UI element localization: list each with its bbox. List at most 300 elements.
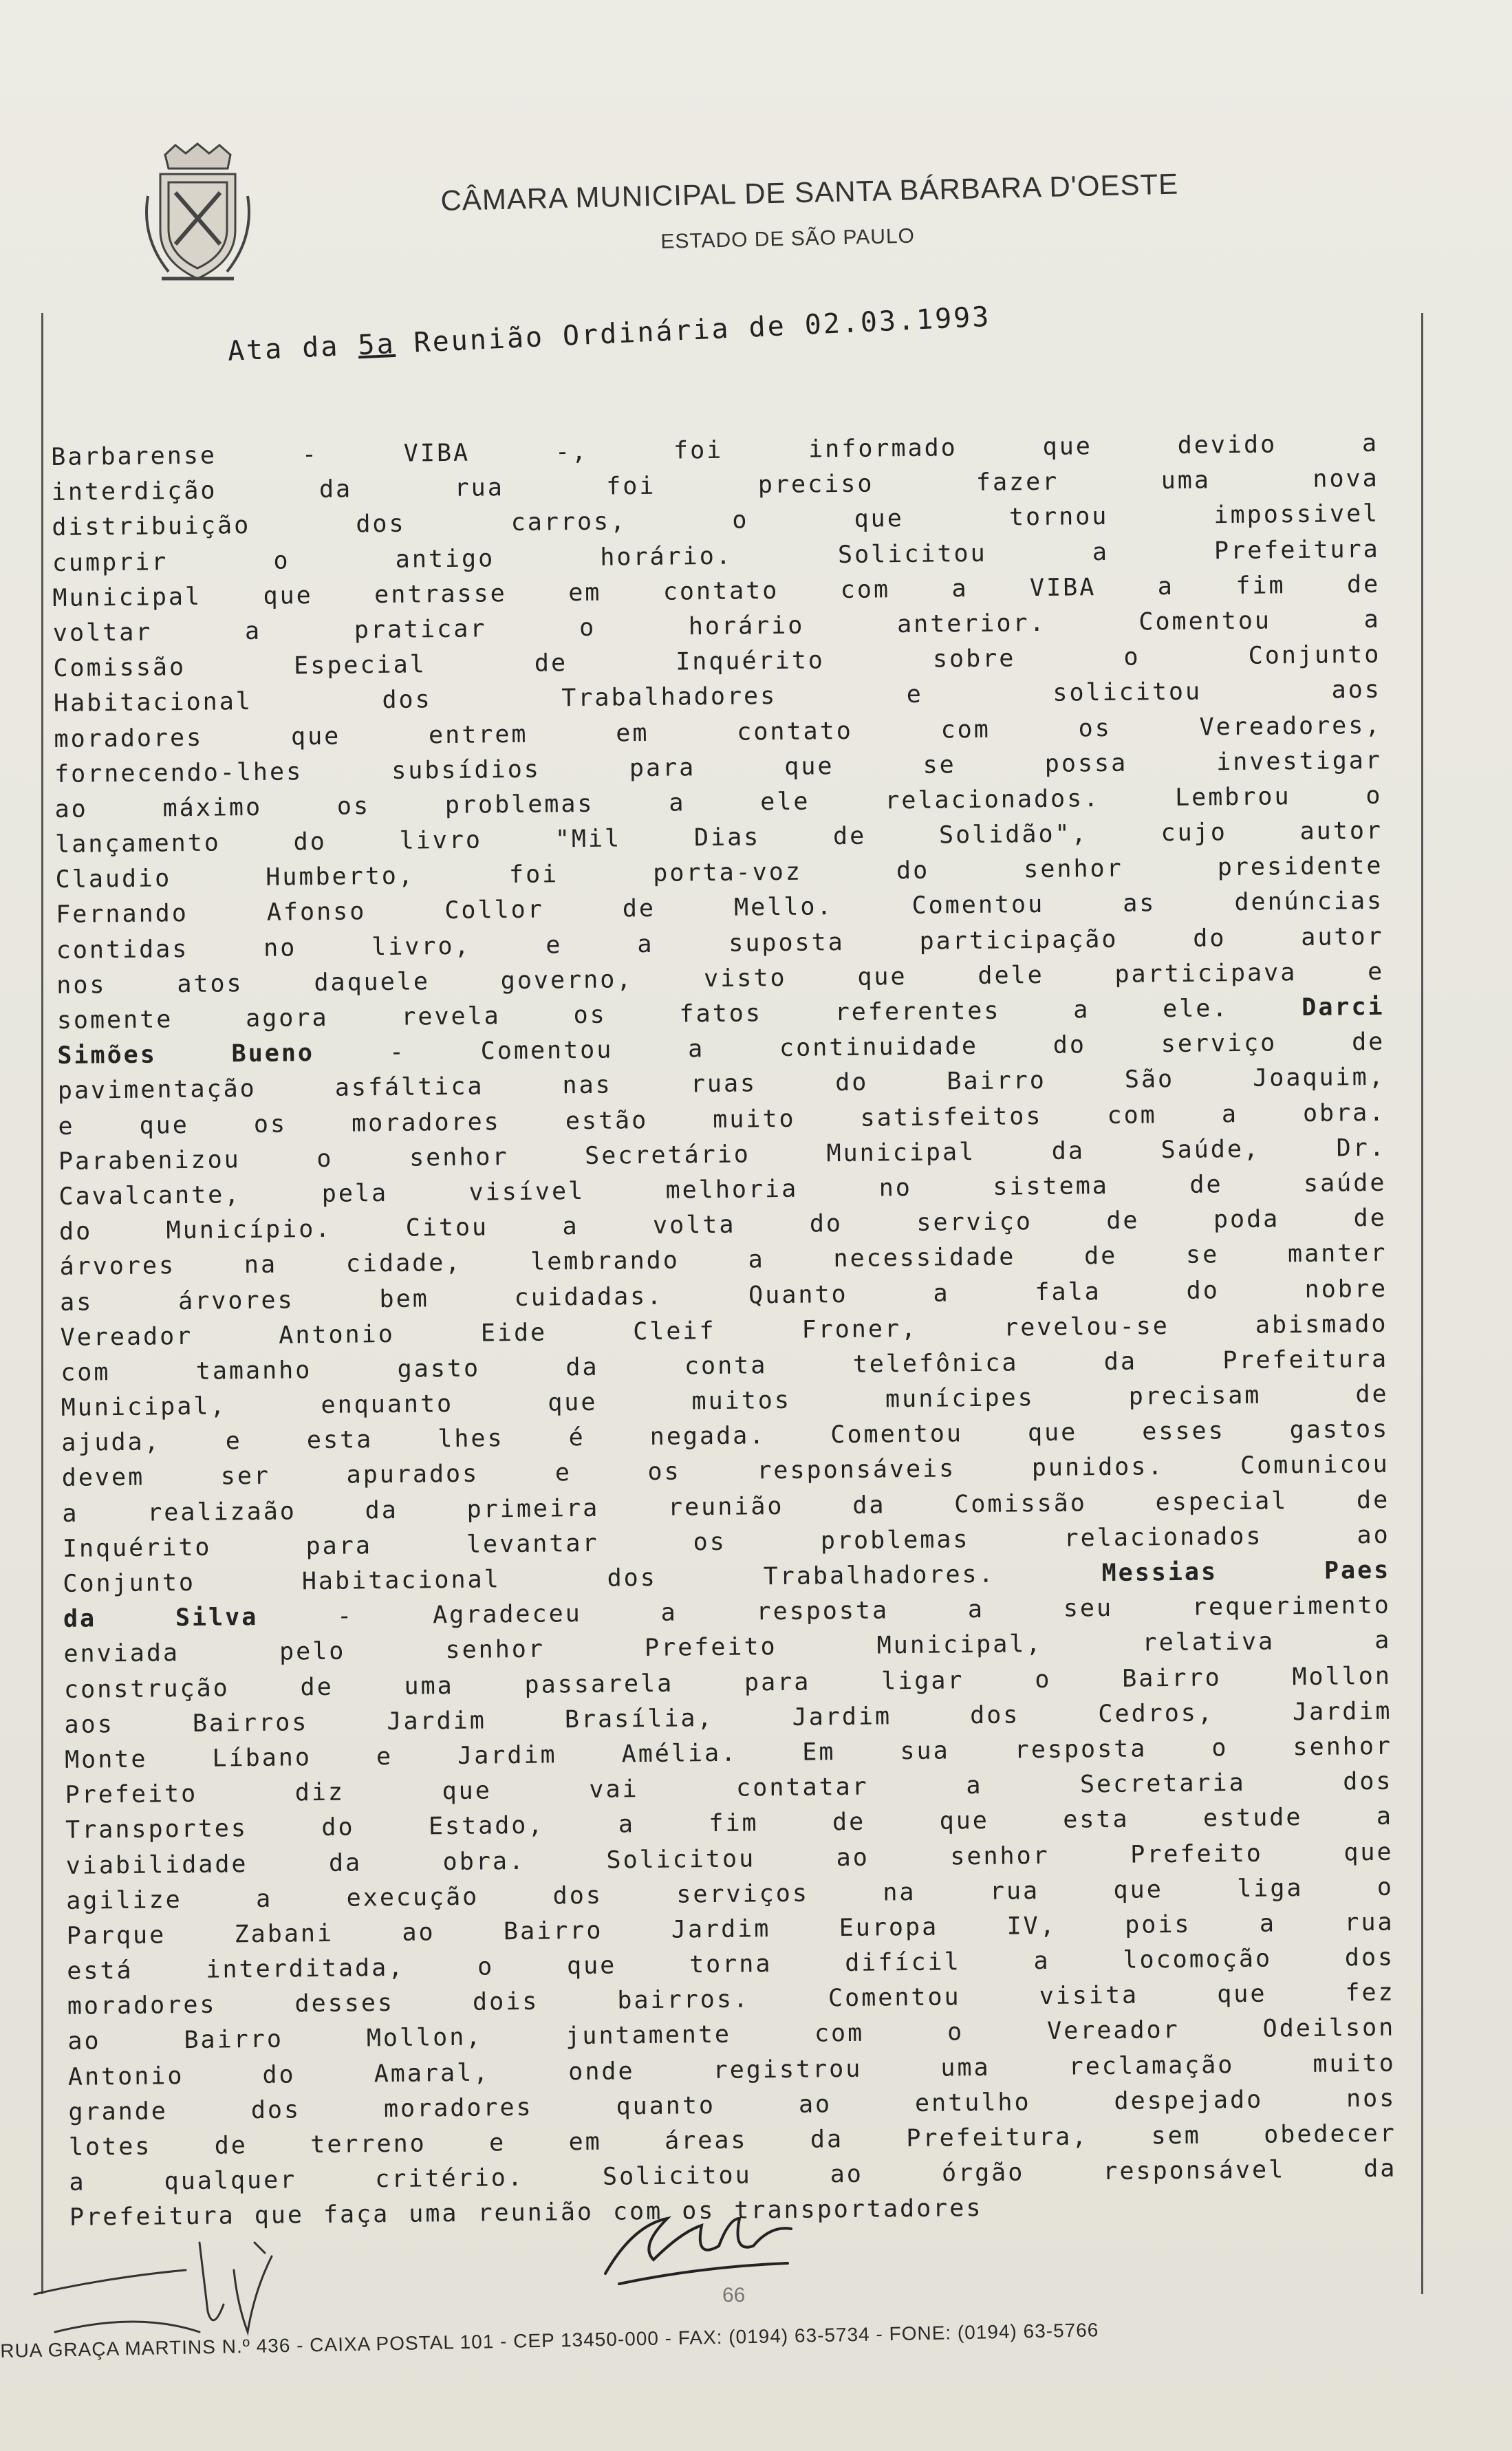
word: muito (713, 1105, 796, 1134)
word: de (622, 895, 656, 923)
word: dos (382, 686, 432, 715)
word: senhor (950, 1842, 1050, 1870)
word: de (1353, 1204, 1387, 1233)
word: Conjunto (1248, 640, 1381, 670)
word: antigo (395, 544, 495, 574)
word: nos (1346, 2084, 1396, 2113)
word: e (58, 1112, 75, 1141)
word: Solicitou (837, 539, 987, 569)
word: especial (1155, 1487, 1288, 1516)
word: Comentou (830, 1420, 964, 1449)
word: Saúde, (1160, 1135, 1261, 1164)
word: responsáveis (757, 1455, 956, 1485)
word: Transportes (65, 1815, 248, 1845)
word: de (1346, 570, 1381, 599)
word: "Mil (554, 825, 622, 854)
word: dos (250, 2096, 301, 2124)
word: Comentou (1138, 607, 1272, 636)
word: ele (760, 788, 810, 817)
word: terreno (310, 2130, 426, 2159)
word: viabilidade (65, 1850, 248, 1880)
word: Trabalhadores (561, 682, 777, 713)
word: contidas (56, 935, 189, 964)
word: Solidão", (938, 820, 1088, 850)
word: contatar (735, 1773, 869, 1802)
word: com (60, 1359, 111, 1387)
word: entrasse (374, 579, 507, 609)
word: da (328, 1848, 363, 1877)
word: Claudio (55, 865, 172, 894)
word: passarela (524, 1670, 674, 1699)
word: informado (808, 434, 958, 464)
word: devem (61, 1464, 145, 1493)
word: Eide (480, 1319, 548, 1348)
word: autor (1299, 817, 1383, 846)
word: nova (1313, 464, 1379, 493)
word: o (1376, 1873, 1394, 1901)
word: problemas (444, 790, 594, 819)
word: pela (321, 1179, 389, 1208)
word: ao (830, 2160, 864, 2189)
word: e (225, 1427, 243, 1456)
word: as (1123, 889, 1156, 918)
word: que (566, 1952, 617, 1980)
word: que (854, 505, 905, 534)
word: serviços (676, 1879, 810, 1909)
word: - (301, 440, 319, 469)
word: - (389, 1038, 407, 1067)
minutes-session-number: 5a (357, 327, 396, 362)
word: telefônica (852, 1349, 1019, 1379)
word: com (814, 2020, 865, 2048)
word: que (939, 1807, 990, 1835)
word: da (565, 1353, 599, 1382)
word: a (933, 1279, 950, 1308)
word: na (244, 1251, 278, 1280)
word: uma (404, 1672, 454, 1700)
word: do (1052, 1031, 1087, 1059)
word: visível (468, 1177, 585, 1207)
word: a (62, 1500, 79, 1528)
word: ser (220, 1462, 271, 1491)
word: São (1124, 1066, 1175, 1094)
word: Mollon, (366, 2023, 483, 2053)
word: que (784, 752, 834, 781)
word: o (1365, 781, 1383, 810)
word: da (63, 1605, 97, 1634)
word: Cedros, (1098, 1699, 1215, 1728)
word: Barbarense (51, 442, 217, 471)
word: do (262, 2061, 296, 2089)
word: e (1367, 958, 1385, 986)
word: lhes (438, 1425, 504, 1454)
word: e (554, 1459, 572, 1487)
page-number: 66 (722, 2284, 746, 2307)
word: Trabalhadores. (763, 1560, 995, 1591)
institution-name: CÂMARA MUNICIPAL DE SANTA BÁRBARA D'OESTE (440, 167, 1179, 217)
word: anterior. (896, 609, 1046, 639)
word: requerimento (1191, 1591, 1392, 1621)
word: se (922, 751, 956, 779)
word: da (1051, 1137, 1086, 1165)
word: fatos (679, 1000, 763, 1028)
word: que (254, 2201, 305, 2230)
word: Secretário (584, 1141, 751, 1170)
word: Municipal, (876, 1630, 1043, 1660)
word: de (534, 649, 568, 678)
word: Odeilson (1262, 2014, 1396, 2044)
word: quanto (616, 2091, 716, 2121)
word: o (273, 546, 290, 575)
word: Amaral, (374, 2059, 490, 2088)
word: construção (63, 1674, 230, 1704)
word: Silva (175, 1604, 259, 1632)
word: ele. (1162, 995, 1229, 1024)
word: da (318, 475, 353, 504)
word: no (263, 933, 297, 962)
word: impossivel (1213, 500, 1380, 530)
word: a (669, 789, 686, 817)
word: Vereador (1046, 2016, 1180, 2046)
word: os (693, 1528, 727, 1557)
word: Municipal (52, 583, 202, 612)
word: ao (798, 2091, 832, 2119)
word: munícipes (885, 1384, 1035, 1414)
word: saúde (1303, 1169, 1387, 1198)
word: órgão (941, 2159, 1025, 2188)
word: nobre (1304, 1275, 1388, 1304)
word: sua (900, 1737, 950, 1766)
word: vai (589, 1775, 639, 1804)
word: do (321, 1813, 355, 1842)
word: fala (1035, 1277, 1101, 1306)
word: e (546, 931, 563, 960)
word: gastos (1289, 1415, 1390, 1445)
word: torna (689, 1950, 773, 1979)
word: Bairro (1122, 1663, 1222, 1693)
word: a (244, 617, 262, 645)
word: que (1113, 1875, 1163, 1904)
word: na (883, 1878, 916, 1907)
word: execução (346, 1883, 479, 1912)
word: da (365, 1496, 399, 1524)
word: obra. (1302, 1099, 1386, 1127)
word: Brasília, (564, 1704, 714, 1734)
word: Lembrou (1174, 783, 1291, 812)
word: cidade, (345, 1249, 462, 1278)
word: Comentou (911, 891, 1045, 920)
word: necessidade (833, 1243, 1016, 1273)
word: de (832, 822, 867, 851)
word: pois (1124, 1910, 1191, 1939)
word: locomoção (1123, 1945, 1273, 1974)
word: juntamente (565, 2021, 732, 2051)
word: subsídios (391, 755, 541, 785)
word: relacionados. (885, 784, 1101, 815)
word: o (316, 1145, 334, 1173)
word: que (548, 1388, 598, 1417)
word: participação (919, 925, 1119, 955)
word: sobre (932, 645, 1016, 673)
word: gasto (397, 1354, 481, 1383)
word: cumprir (52, 548, 169, 577)
word: somente (56, 1006, 173, 1035)
word: interditada, (206, 1954, 405, 1984)
word: contato (737, 717, 853, 746)
word: de (1351, 1028, 1385, 1057)
word: abismado (1255, 1310, 1388, 1339)
word: resposta (756, 1597, 889, 1626)
word: revelou-se (1003, 1312, 1170, 1342)
word: Quanto (748, 1280, 848, 1309)
word: lançamento (54, 829, 222, 859)
word: Bairros (192, 1708, 309, 1738)
word: estude (1202, 1804, 1303, 1833)
word: Líbano (212, 1744, 312, 1773)
word: Inquérito (676, 647, 825, 676)
word: ao (402, 1919, 435, 1947)
word: Prefeitura, (906, 2123, 1089, 2153)
word: os (336, 792, 371, 821)
word: Especial (293, 651, 426, 680)
word: a (69, 2168, 86, 2197)
word: Solicitou (606, 1844, 756, 1875)
word: Bairro (503, 1916, 603, 1946)
word: fez (1345, 1978, 1395, 2007)
word: Humberto, (266, 862, 415, 892)
word: resposta (1014, 1735, 1147, 1764)
word: Prefeito (65, 1780, 198, 1810)
word: foi (508, 861, 559, 889)
word: a (660, 1599, 678, 1627)
word: Jardim (457, 1741, 557, 1770)
word: horário. (600, 542, 733, 572)
word: de (1355, 1380, 1389, 1409)
word: interdição (51, 477, 217, 507)
word: transportadores (734, 2194, 983, 2225)
word: o (947, 2018, 964, 2047)
word: ruas (690, 1070, 757, 1099)
word: em (568, 579, 602, 607)
word: muito (1313, 2049, 1396, 2078)
word: pavimentação (57, 1075, 257, 1105)
word: fim (709, 1809, 759, 1838)
word: de (214, 2132, 248, 2160)
word: rua (454, 474, 505, 503)
word: árvores (177, 1286, 294, 1315)
word: manter (1287, 1240, 1387, 1268)
word: asfáltica (334, 1072, 484, 1103)
word: os (253, 1110, 288, 1138)
word: Prefeito (644, 1633, 777, 1663)
word: Agradeceu (432, 1600, 582, 1630)
word: registrou (713, 2055, 863, 2084)
word: Antonio (67, 2062, 184, 2091)
word: dos (607, 1564, 658, 1592)
word: moradores (383, 2093, 533, 2123)
word: Antonio (279, 1320, 396, 1350)
word: daquele (314, 968, 431, 997)
word: o (477, 1953, 495, 1981)
word: a (1221, 1100, 1239, 1128)
word: devido (1177, 431, 1277, 460)
word: VIBA (403, 439, 471, 468)
word: serviço (916, 1208, 1033, 1238)
word: os (573, 1001, 607, 1030)
word: agora (245, 1004, 329, 1033)
word: Cleif (632, 1317, 716, 1346)
word: da (1363, 2155, 1397, 2183)
word: voltar (52, 618, 153, 647)
word: Habitacional (301, 1566, 501, 1596)
word: do (896, 856, 930, 885)
word: estão (565, 1106, 649, 1135)
word: sem (1151, 2121, 1202, 2150)
word: Comentou (480, 1036, 614, 1066)
word: cuidadas. (514, 1282, 664, 1312)
word: do (58, 1218, 93, 1246)
word: relacionados (1063, 1522, 1263, 1553)
word: e (488, 2129, 506, 2157)
word: o (732, 506, 749, 535)
word: Jardim (387, 1707, 487, 1736)
word: autor (1301, 922, 1384, 951)
word: com (1107, 1101, 1157, 1130)
word: a (618, 1811, 636, 1839)
word: Em (802, 1738, 836, 1767)
word: Vereador (60, 1322, 193, 1352)
word: obedecer (1263, 2119, 1396, 2149)
word: entulho (914, 2088, 1031, 2117)
word: de (300, 1673, 334, 1701)
word: difícil (845, 1948, 961, 1978)
word: a (1374, 1627, 1392, 1655)
word: a (1033, 1947, 1050, 1976)
word: dos (1343, 1767, 1393, 1796)
word: máximo (162, 793, 263, 823)
word: a (748, 1246, 765, 1274)
word: investigar (1216, 746, 1383, 776)
word: bairros. (617, 1985, 750, 2015)
word: que (442, 1777, 493, 1806)
word: ligar (881, 1666, 964, 1696)
word: livro, (371, 932, 471, 961)
word: o (1211, 1734, 1229, 1762)
word: rua (1344, 1908, 1394, 1937)
word: revela (401, 1002, 501, 1031)
word: fim (1235, 571, 1286, 600)
word: aos (64, 1710, 114, 1739)
word: senhor (1024, 854, 1123, 884)
word: relativa (1142, 1628, 1275, 1657)
word: é (568, 1424, 585, 1452)
word: problemas (820, 1525, 970, 1555)
word: enviada (63, 1639, 180, 1669)
minutes-title (227, 301, 991, 367)
word: qualquer (164, 2166, 297, 2196)
word: IV, (1006, 1912, 1057, 1941)
word: Bueno (231, 1039, 315, 1068)
word: Mollon (1292, 1662, 1392, 1691)
word: a (687, 1035, 705, 1063)
word: Paes (1324, 1556, 1391, 1585)
word: rua (989, 1877, 1040, 1905)
word: com (940, 715, 991, 744)
minutes-title-prefix: Ata da (227, 330, 359, 367)
word: Parque (66, 1921, 166, 1950)
word: que (1027, 1418, 1078, 1447)
word: Joaquim, (1253, 1063, 1385, 1093)
word: nas (562, 1071, 612, 1100)
word: reclamação (1068, 2051, 1235, 2081)
word: áreas (664, 2126, 748, 2155)
word: enquanto (321, 1390, 454, 1420)
word: diz (294, 1778, 345, 1807)
word: da (810, 2126, 844, 2154)
word: solicitou (1052, 678, 1202, 708)
word: a (1376, 1802, 1394, 1831)
word: que (139, 1111, 190, 1140)
word: obra. (442, 1847, 526, 1876)
word: Estado, (428, 1811, 545, 1841)
word: árvores (59, 1252, 176, 1282)
word: ao (1357, 1521, 1390, 1550)
word: Vereadores, (1199, 711, 1382, 742)
word: do (809, 1210, 843, 1238)
word: com (840, 575, 891, 604)
word: Afonso (266, 898, 367, 927)
word: muitos (691, 1386, 792, 1416)
word: da (852, 1491, 886, 1520)
word: participava (1114, 958, 1297, 989)
word: a (1259, 1910, 1277, 1938)
word: onde (568, 2057, 635, 2086)
word: Monte (64, 1745, 148, 1774)
word: do (834, 1068, 869, 1097)
word: aos (1331, 676, 1382, 704)
word: despejado (1114, 2086, 1264, 2115)
word: tornou (1008, 503, 1109, 532)
word: distribuição (52, 512, 251, 542)
word: Comissão (954, 1489, 1088, 1518)
handwritten-signature-center (592, 2198, 798, 2287)
word: que (1042, 433, 1093, 461)
word: e (376, 1742, 393, 1771)
word: para (629, 753, 696, 782)
word: carros, (510, 508, 627, 537)
word: lotes (68, 2133, 152, 2161)
word: Comentou (828, 1983, 961, 2013)
word: em (616, 719, 649, 747)
word: com (612, 2198, 663, 2226)
word: Fernando (56, 900, 189, 929)
word: os (1078, 714, 1112, 742)
word: conta (684, 1352, 768, 1381)
word: dos (356, 510, 406, 539)
word: a (562, 1213, 579, 1241)
word: que (263, 581, 313, 610)
word: Bairro (184, 2026, 284, 2055)
word: Jardim (792, 1703, 892, 1731)
word: Bairro (947, 1067, 1047, 1096)
word: senhor (445, 1635, 546, 1665)
word: levantar (466, 1529, 599, 1559)
right-margin-line (1421, 313, 1423, 2294)
word: pelo (279, 1637, 346, 1666)
word: dos (1344, 1943, 1395, 1972)
word: uma (940, 2053, 991, 2082)
word: -, (554, 438, 589, 466)
